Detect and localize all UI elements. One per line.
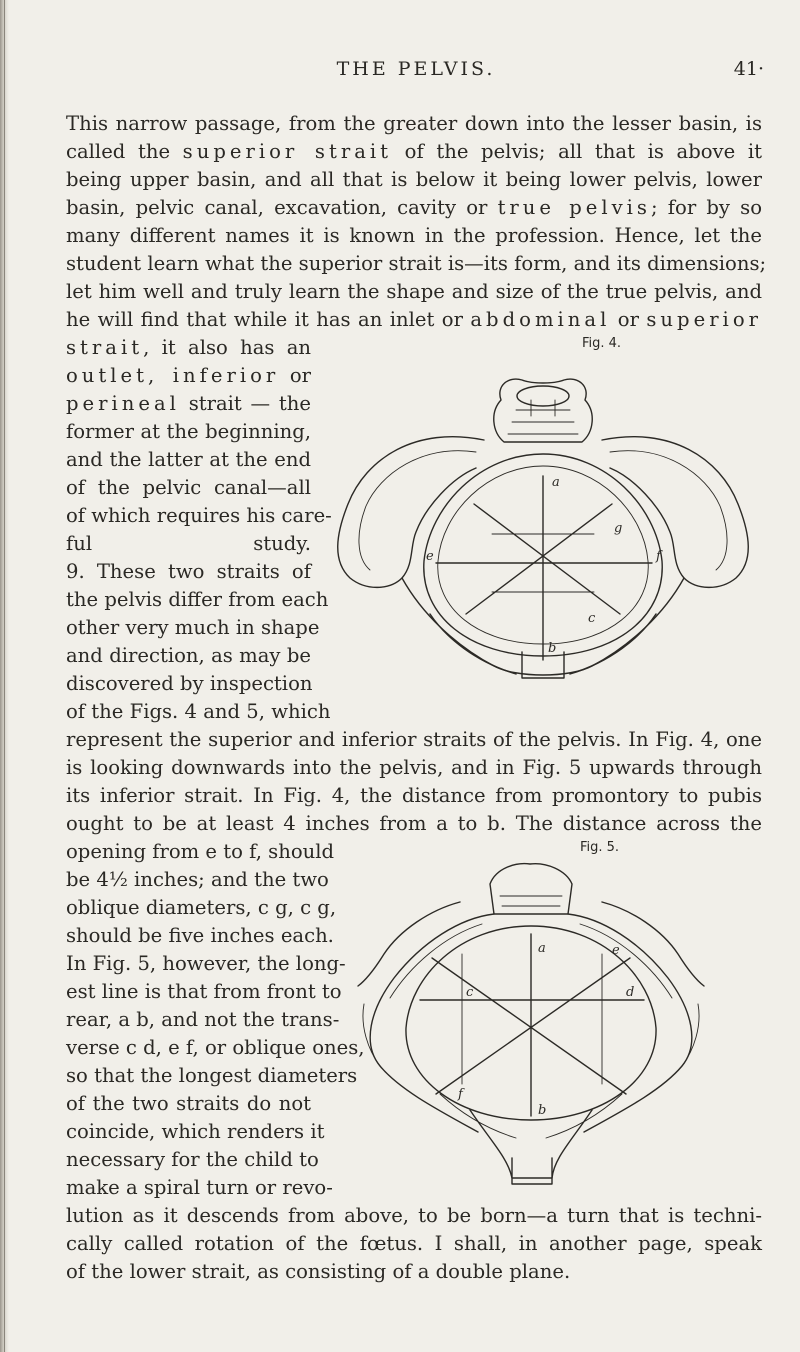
text-line: strait, it also has an	[66, 336, 311, 359]
fig4-label-e: e	[426, 549, 434, 564]
text-line: called the superior strait of the pelvis; all that is above it	[66, 140, 762, 163]
text-line: ful study.	[66, 532, 311, 555]
text-line: discovered by inspection	[66, 672, 313, 695]
text-line: so that the longest diameters	[66, 1064, 358, 1087]
fig5-label-b: b	[538, 1103, 547, 1118]
term-true-pelvis: true pelvis	[497, 196, 651, 219]
term-superior-strait: superior strait	[182, 140, 393, 163]
text-line: cally called rotation of the fœtus. I shall, in another page, speak	[66, 1232, 762, 1255]
pubic-symphysis	[512, 1158, 552, 1184]
fig5-label-f: f	[458, 1087, 463, 1102]
fig4-label-a: a	[552, 475, 560, 490]
oblique-diameter	[436, 958, 630, 1094]
fig4-label-f: f	[656, 549, 661, 564]
text-line: of the pelvic canal—all	[66, 476, 311, 499]
text-line: perineal strait — the	[66, 392, 311, 415]
fig5-label-c: c	[466, 985, 474, 1000]
text-line: This narrow passage, from the greater down into the lesser basin, is	[66, 112, 762, 135]
fig4-label-c: c	[588, 611, 596, 626]
text-line: student learn what the superior strait is—its form, and its dimensions;	[66, 252, 767, 275]
sacrum	[494, 379, 592, 442]
text-line: lution as it descends from above, to be born—a turn that is techni-	[66, 1204, 762, 1227]
text-line: of the two straits do not	[66, 1092, 311, 1115]
text-line: of the lower strait, as consisting of a double plane.	[66, 1260, 571, 1283]
left-iliac-wing	[338, 437, 484, 588]
text-line: coincide, which renders it	[66, 1120, 325, 1143]
text-line: oblique diameters, c g, c g,	[66, 896, 337, 919]
page-number: 41·	[733, 58, 764, 80]
text-line: of the Figs. 4 and 5, which	[66, 700, 331, 723]
fig5-caption: Fig. 5.	[580, 840, 620, 855]
fig5-label-a: a	[538, 941, 546, 956]
term-abdominal: abdominal	[470, 308, 611, 331]
text-line: be 4½ inches; and the two	[66, 868, 329, 891]
text-line: est line is that from front to	[66, 980, 342, 1003]
fig4-label-b: b	[548, 641, 557, 656]
figure-4-superior-strait	[326, 356, 760, 696]
text-line: let him well and truly learn the shape and size of the true pelvis, and	[66, 280, 762, 303]
term-superior: superior	[646, 308, 762, 331]
text-line: the pelvis differ from each	[66, 588, 329, 611]
text-line: represent the superior and inferior straits of the pelvis. In Fig. 4, one	[66, 728, 762, 751]
text-line: outlet, inferior or	[66, 364, 312, 387]
oblique-diameter-1	[474, 504, 623, 614]
right-iliac-wing	[602, 437, 748, 588]
text-line: verse c d, e f, or oblique ones,	[66, 1036, 365, 1059]
text-line: necessary for the child to	[66, 1148, 319, 1171]
text-line: In Fig. 5, however, the long-	[66, 952, 346, 975]
text-line: he will find that while it has an inlet or abdominal or superior	[66, 308, 762, 331]
fig5-label-e: e	[612, 943, 620, 958]
text-line: opening from e to f, should	[66, 840, 335, 863]
running-head: THE PELVIS.	[336, 58, 496, 80]
fig4-label-g: g	[614, 521, 623, 536]
text-line: other very much in shape	[66, 616, 320, 639]
text-line: make a spiral turn or revo-	[66, 1176, 333, 1199]
oblique-diameter-2	[466, 504, 612, 614]
text-line: basin, pelvic canal, excavation, cavity or true pelvis; for by so	[66, 196, 763, 219]
text-line: of which requires his care-	[66, 504, 332, 527]
text-line: and the latter at the end	[66, 448, 311, 471]
fig5-label-d: d	[626, 985, 635, 1000]
text-line: being upper basin, and all that is below it being lower pelvis, lower	[66, 168, 762, 191]
text-line: rear, a b, and not the trans-	[66, 1008, 340, 1031]
text-line: 9. These two straits of	[66, 560, 311, 583]
page-header	[66, 58, 766, 88]
figure-5-inferior-strait	[340, 858, 720, 1188]
text-line: its inferior strait. In Fig. 4, the distance from promontory to pubis	[66, 784, 762, 807]
page-binding-edge	[0, 0, 9, 1352]
text-line: should be five inches each.	[66, 924, 334, 947]
text-line: former at the beginning,	[66, 420, 311, 443]
text-line: ought to be at least 4 inches from a to b. The distance across the	[66, 812, 762, 835]
fig4-caption: Fig. 4.	[582, 336, 622, 351]
diameter-e-f	[432, 958, 626, 1094]
text-line: and direction, as may be	[66, 644, 311, 667]
text-line: is looking downwards into the pelvis, and in Fig. 5 upwards through	[66, 756, 762, 779]
text-line: many different names it is known in the profession. Hence, let the	[66, 224, 762, 247]
